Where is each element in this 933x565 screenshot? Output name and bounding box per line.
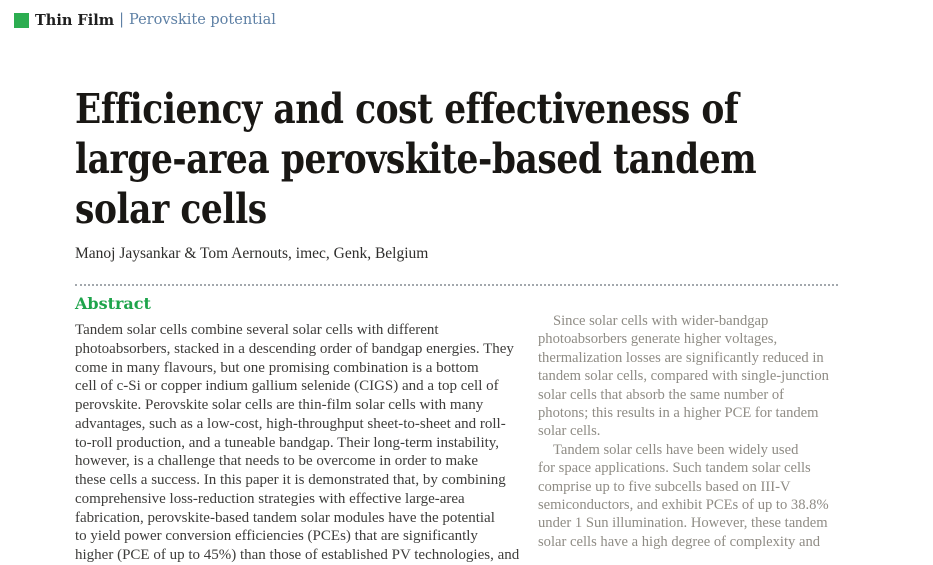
kicker-separator: | [119, 12, 124, 28]
section-label: Thin Film [35, 12, 115, 29]
byline: Manoj Jaysankar & Tom Aernouts, imec, Genk, Belgium [75, 245, 429, 262]
dotted-divider [75, 284, 838, 286]
abstract-text: Tandem solar cells combine several solar cells with different photoabsorbers, stacked in a descending order of bandgap energies. They come in many flavours, but one promising combination is a bottom cell of c-Si or copper indium gallium selenide (CIGS) and a top cell of perovskite. Perovskite solar cells are thin-film solar cells with many advantages, such as a low-cost, high-throughput sheet-to-sheet and roll- to-roll production, and a tuneable bandgap. Their long-term instability, however, is a challenge that needs to be overcome in order to make these cells a success. In this paper it is demonstrated that, by combining comprehensive loss-reduction strategies with effective large-area fabrication, perovskite-based tandem solar modules have the potential to yield power conversion efficiencies (PCEs) that are significantly higher (PCE of up to 45%) than those of established PV technologies, and [75, 322, 520, 563]
article-title: Efficiency and cost effectiveness of large-area perovskite-based tandem solar cells [75, 85, 757, 233]
body-paragraph-1: Since solar cells with wider-bandgap photoabsorbers generate higher voltages, thermalization losses are significantly reduced in tandem solar cells, compared with single-junction solar cells that absorb the same number of photons; this results in a higher PCE for tandem solar cells. [538, 313, 829, 440]
kicker [14, 12, 276, 29]
article-body-column [538, 312, 838, 551]
article-topic-label: Perovskite potential [128, 12, 276, 28]
body-paragraph-2: Tandem solar cells have been widely used for space applications. Such tandem solar cells comprise up to five subcells based on III-V semiconductors, and exhibit PCEs of up to 38.8% under 1 Sun illumination. However, these tandem solar cells have a high degree of complexity and [538, 441, 829, 550]
section-color-square-icon [14, 13, 29, 28]
abstract-heading: Abstract [75, 294, 151, 313]
